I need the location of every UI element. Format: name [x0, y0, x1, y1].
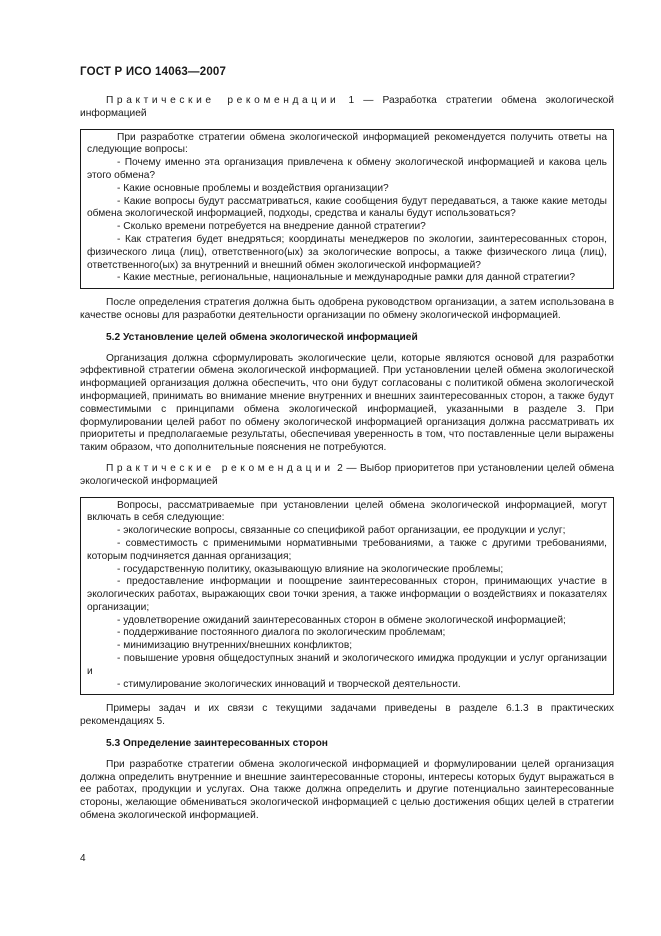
page-number: 4	[80, 853, 86, 864]
list-item: - Какие основные проблемы и воздействия организации?	[117, 182, 389, 194]
list-item: - предоставление информации и поощрение заинтересованных сторон, принимающих участие в экологических работах, выражающих свои точки зрения, а также информации о воздействиях и показателях организации;	[87, 576, 607, 613]
list-item: - минимизацию внутренних/внешних конфликтов;	[117, 640, 353, 652]
section-heading-5-2: 5.2 Установление целей обмена экологической информацией	[106, 331, 418, 343]
paragraph: После определения стратегия должна быть одобрена руководством организации, а затем использована в качестве основы для разработки деятельности организации по обмену экологической информацией.	[80, 297, 614, 321]
list-item: - Сколько времени потребуется на внедрение данной стратегии?	[117, 221, 426, 233]
list-item: - удовлетворение ожиданий заинтересованных сторон в обмене экологической информацией;	[117, 614, 566, 626]
list-item: - поддерживание постоянного диалога по экологическим проблемам;	[117, 627, 446, 639]
paragraph: Организация должна сформулировать экологические цели, которые являются основой для разработки эффективной стратегии обмена экологической информацией. При установлении целей обмена экологической информацией организация должна обеспечить, что они будут согласованы с политикой обмена экологической информацией, принимать во внимание мнение внутренних и внешних заинтересованных сторон, а также будут совместимыми с принципами обмена экологической информацией, указанными в разделе 3. При формулировании целей работ по обмену экологической информацией организация должна рассматривать их приоритеты и предполагаемые результаты, обеспечивая уверенность в том, что поставленные цели выражены таким образом, что дополнительные пояснения не потребуются.	[80, 352, 614, 454]
practical-recommendation-2	[80, 463, 614, 489]
recommendation-label: Практические рекомендации	[106, 95, 340, 106]
list-item: - Какие вопросы будут рассматриваться, какие сообщения будут передаваться, а также какие методы обмена экологической информацией, подходы, средства и каналы будут использоваться?	[87, 195, 607, 220]
list-item: - Почему именно эта организация привлечена к обмену экологической информацией и какова цель этого обмена?	[87, 157, 607, 181]
paragraph: Примеры задач и их связи с текущими задачами приведены в разделе 6.1.3 в практических рекомендациях 5.	[80, 703, 614, 728]
recommendation-title: 2 — Выбор приоритетов при установлении целей обмена экологической информацией	[80, 462, 614, 487]
document-header: ГОСТ Р ИСО 14063—2007	[80, 66, 227, 78]
list-item: - Какие местные, региональные, национальные и международные рамки для данной стратегии?	[117, 272, 576, 284]
recommendation-box-2	[80, 497, 614, 696]
recommendation-title: 1 — Разработка стратегии обмена экологической информацией	[80, 95, 614, 119]
recommendation-label: Практические рекомендации	[106, 462, 334, 474]
list-item: - Как стратегия будет внедряться; координаты менеджеров по экологии, заинтересованных сторон, физического лица (лиц), ответственного(ых) за экологические вопросы, а также физического лица (лиц), ответственного(ых) за внутренний и внешний обмен экологической информацией?	[87, 233, 607, 271]
recommendation-box-1	[80, 129, 614, 290]
box-intro: При разработке стратегии обмена экологической информацией рекомендуется получить ответы на следующие вопросы:	[87, 131, 607, 156]
box-intro: Вопросы, рассматриваемые при установлении целей обмена экологической информацией, могут включать в себя следующие:	[87, 499, 607, 524]
list-item: - повышение уровня общедоступных знаний и экологического имиджа продукции и услуг организации и	[87, 653, 607, 677]
list-item: - экологические вопросы, связанные со спецификой работ организации, ее продукции и услуг;	[117, 525, 566, 537]
paragraph: При разработке стратегии обмена экологической информацией и формулировании целей организация должна определить внутренние и внешние заинтересованные стороны, интересы которых будут выражаться в ее работах, продукции и услугах. Она также должна определить и другие потенциально заинтересованные стороны, желающие обмениваться экологической информацией с целью достижения общих целей в стратегии обмена экологической информацией.	[80, 758, 614, 822]
document-body	[80, 95, 614, 823]
list-item: - стимулирование экологических инноваций и творческой деятельности.	[117, 678, 461, 690]
practical-recommendation-1	[80, 95, 614, 121]
section-heading-5-3: 5.3 Определение заинтересованных сторон	[106, 738, 328, 750]
list-item: - государственную политику, оказывающую влияние на экологические проблемы;	[117, 563, 504, 575]
list-item: - совместимость с применимыми нормативными требованиями, а также с другими требованиями, которым подчиняется данная организация;	[87, 537, 607, 562]
